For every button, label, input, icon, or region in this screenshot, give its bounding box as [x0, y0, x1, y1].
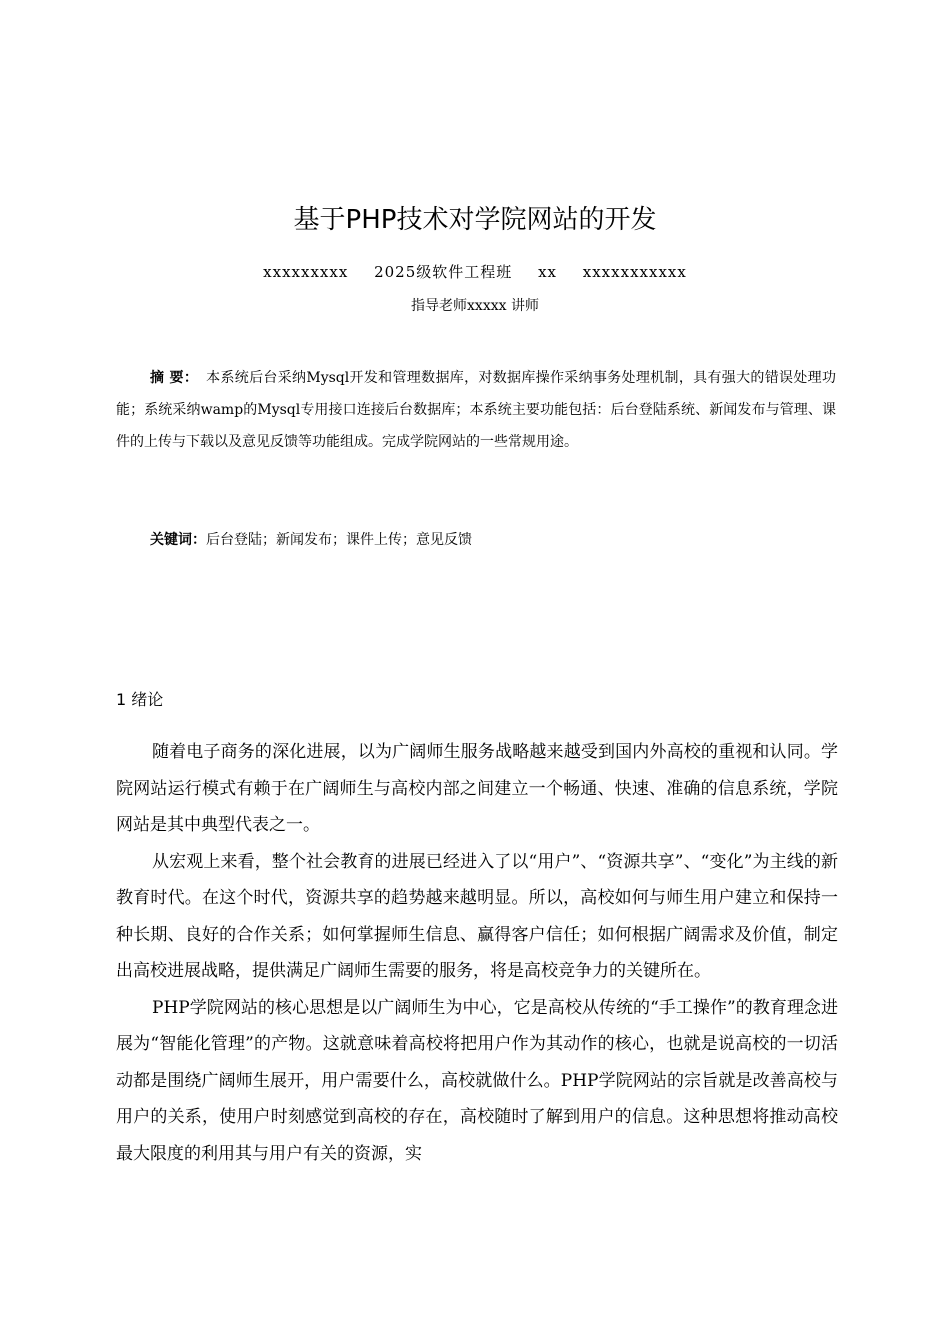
keywords-line: [150, 526, 472, 554]
body-paragraph: 从宏观上来看，整个社会教育的进展已经进入了以“用户”、“资源共享”、“变化”为主线的新教育时代。在这个时代，资源共享的趋势越来越明显。所以，高校如何与师生用户建立和保持一种长期、良好的合作关系；如何掌握师生信息、赢得客户信任；如何根据广阔需求及价值，制定出高校进展战略，提供满足广阔师生需要的服务，将是高校竞争力的关键所在。: [116, 851, 838, 981]
author-line: [0, 260, 950, 284]
keywords-label: 关键词：: [150, 532, 206, 548]
body-paragraph: PHP学院网站的核心思想是以广阔师生为中心，它是高校从传统的“手工操作”的教育理念进展为“智能化管理”的产物。这就意味着高校将把用户作为其动作的核心，也就是说高校的一切活动都是围绕广阔师生展开，用户需要什么，高校就做什么。PHP学院网站的宗旨就是改善高校与用户的关系，使用户时刻感觉到高校的存在，高校随时了解到用户的信息。这种思想将推动高校最大限度的利用其与用户有关的资源，实: [116, 997, 838, 1164]
abstract-paragraph: [116, 362, 836, 458]
document-title: 基于PHP技术对学院网站的开发: [293, 205, 657, 235]
abstract-text: 本系统后台采纳Mysql开发和管理数据库，对数据库操作采纳事务处理机制，具有强大的错误处理功能；系统采纳wamp的Mysql专用接口连接后台数据库；本系统主要功能包括：后台登陆系统、新闻发布与管理、课件的上传与下载以及意见反馈等功能组成。完成学院网站的一些常规用途。: [116, 370, 836, 450]
advisor-line: 指导老师xxxxx 讲师: [411, 298, 539, 314]
author-name: xx: [538, 263, 557, 281]
abstract-label: 摘 要：: [150, 370, 199, 386]
keywords-text: 后台登陆；新闻发布；课件上传；意见反馈: [206, 532, 472, 548]
body-paragraph: 随着电子商务的深化进展，以为广阔师生服务战略越来越受到国内外高校的重视和认同。学院网站运行模式有赖于在广阔师生与高校内部之间建立一个畅通、快速、准确的信息系统，学院网站是其中典型代表之一。: [116, 742, 838, 835]
section-heading: 1 绪论: [116, 690, 164, 709]
student-id: xxxxxxxxx: [263, 263, 349, 281]
section-body: [116, 734, 838, 1172]
author-number: xxxxxxxxxxx: [582, 263, 687, 281]
class-name: 2025级软件工程班: [374, 263, 513, 281]
